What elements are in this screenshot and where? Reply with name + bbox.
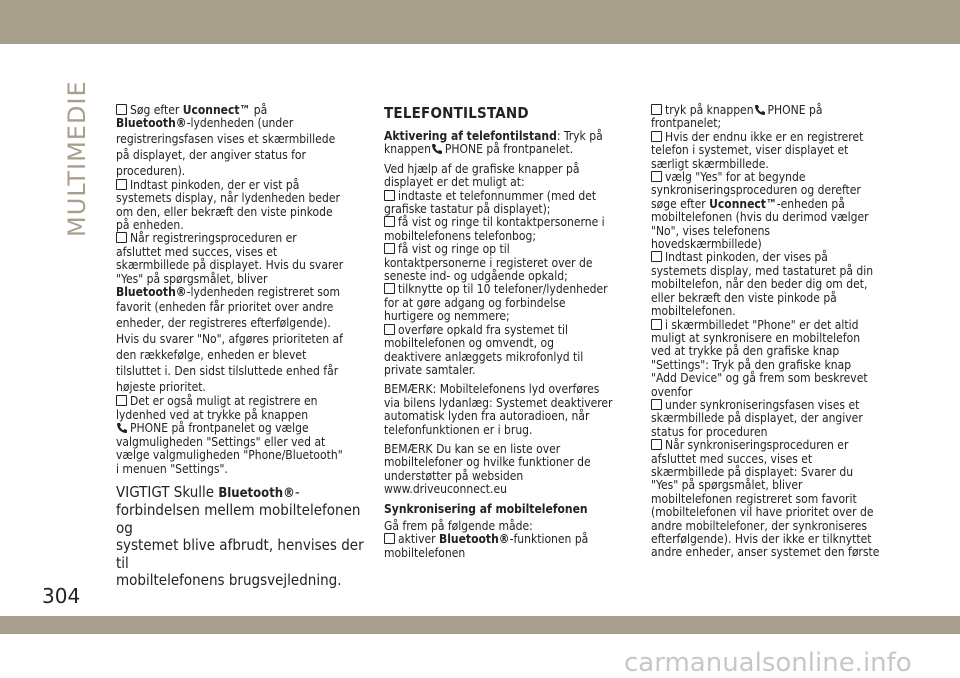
important-note: VIGTIGT Skulle Bluetooth®- forbindelsen mellem mobiltelefonen og systemet blive afbrudt, henvises der til mobiltelefonens brugsvejledning.: [116, 482, 364, 590]
column-right: tryk på knappen PHONE på frontpanelet; Hvis der endnu ikke er en registreret telefon i systemet, viser displayet et særligt skærmbillede. vælg "Yes" for at begynde synkroniseringsproceduren og derefter søge efter Uconnect™-enheden på mobiltelefonen (hvis du derimod vælger "No", vises telefonens hovedskærmbillede) Indtast pinkoden, der vises på systemets display, med tastaturet på din mobiltelefon, når den beder dig om det, eller bekræft den viste pinkode på mobiltelefonen. i skærmbilledet "Phone" er det altid muligt at synkronisere en mobiltelefon ved at trykke på den grafiske knap "Settings": Tryk på den grafiske knap "Add Device" og gå frem som beskrevet ovenfor under synkroniseringsfasen vises et skærmbillede på displayet, der angiver status for proceduren Når synkroniseringsproceduren er afsluttet med succes, vises et skærmbillede på displayet: Svarer du "Yes" på spørgsmålet, bliver mobiltelefonen registreret som favorit (mobiltelefonen vil have prioritet over de andre mobiltelefoner, der synkroniseres efterfølgende). Hvis der ikke er tilknyttet andre enheder, anser systemet den første: [651, 104, 913, 560]
list-item: aktiver Bluetooth®-funktionen på: [384, 533, 642, 546]
column-middle: TELEFONTILSTAND Aktivering af telefontilstand: Tryk på knappen PHONE på frontpanelet. Ved hjælp af de grafiske knapper på displayet er det muligt at: indtaste et telefonnummer (med det grafiske tastatur på displayet); få vist og ringe til kontaktpersonerne i mobiltelefonens telefonbog; få vist og ringe op til kontaktpersonerne i registeret over de seneste ind- og udgående opkald; tilknytte op til 10 telefoner/lydenheder for at gøre adgang og forbindelse hurtigere og nemmere; overføre opkald fra systemet til mobiltelefonen og omvendt, og deaktivere anlæggets mikrofonlyd til private samtaler. BEMÆRK: Mobiltelefonens lyd overføres via bilens lydanlæg: Systemet deaktiverer automatisk lyden fra autoradioen, når telefonfunktionen er i brug. BEMÆRK Du kan se en liste over mobiltelefoner og hvilke funktioner de understøtter på websiden www.driveuconnect.eu Synkronisering af mobiltelefonen Gå frem på følgende måde: aktiver Bluetooth®-funktionen på mobiltelefonen: [384, 104, 642, 560]
phone-icon: [431, 143, 443, 155]
checkbox-bullet-icon: [651, 171, 662, 182]
checkbox-bullet-icon: [651, 251, 662, 262]
checkbox-bullet-icon: [651, 399, 662, 410]
phone-icon: [116, 422, 128, 434]
list-item: få vist og ringe op til: [384, 243, 642, 256]
section-sidebar: [60, 80, 94, 240]
list-item: Når synkroniseringsproceduren er: [651, 439, 913, 452]
watermark: carmanualsonline.info: [624, 648, 912, 678]
list-item: tryk på knappen PHONE på: [651, 104, 913, 117]
phone-icon: [754, 104, 766, 116]
checkbox-bullet-icon: [384, 216, 395, 227]
list-item: Det er også muligt at registrere en: [116, 395, 374, 408]
column-left: Søg efter Uconnect™ på Bluetooth®-lydenheden (under registreringsfasen vises et skærmbillede på displayet, der angiver status for proceduren). Indtast pinkoden, der er vist på systemets display, når lydenheden beder om den, eller bekræft den viste pinkode på enheden. Når registreringsproceduren er afsluttet med succes, vises et skærmbillede på displayet. Hvis du svarer "Yes" på spørgsmålet, bliver Bluetooth®-lydenheden registreret som favorit (enheden får prioritet over andre enheder, der registreres efterfølgende). Hvis du svarer "No", afgøres prioriteten af den rækkefølge, enheden er blevet tilsluttet i. Den sidst tilsluttede enhed får højeste prioritet. Det er også muligt at registrere en lydenhed ved at trykke på knappen PHONE på frontpanelet og vælge valgmuligheden "Settings" eller ved at vælge valgmuligheden "Phone/Bluetooth" i menuen "Settings". VIGTIGT Skulle Bluetooth®- forbindelsen mellem mobiltelefonen og systemet blive afbrudt, henvises der til mobiltelefonens brugsvejledning.: [116, 104, 374, 590]
checkbox-bullet-icon: [384, 283, 395, 294]
checkbox-bullet-icon: [651, 319, 662, 330]
list-item: Når registreringsproceduren er: [116, 232, 374, 245]
page-number: 304: [42, 584, 81, 608]
list-item: i skærmbilledet "Phone" er det altid: [651, 319, 913, 332]
checkbox-bullet-icon: [651, 131, 662, 142]
checkbox-bullet-icon: [384, 243, 395, 254]
checkbox-bullet-icon: [116, 104, 127, 115]
list-item: Indtast pinkoden, der er vist på: [116, 179, 374, 192]
subsection-heading: Synkronisering af mobiltelefonen: [384, 501, 588, 516]
list-item: vælg "Yes" for at begynde: [651, 171, 913, 184]
section-label: MULTIMEDIE: [63, 80, 91, 237]
checkbox-bullet-icon: [116, 395, 127, 406]
checkbox-bullet-icon: [116, 232, 127, 243]
list-item: Indtast pinkoden, der vises på: [651, 251, 913, 264]
list-item: under synkroniseringsfasen vises et: [651, 399, 913, 412]
checkbox-bullet-icon: [116, 179, 127, 190]
list-item: tilknytte op til 10 telefoner/lydenheder: [384, 283, 642, 296]
footer-band: [0, 616, 960, 634]
list-item: overføre opkald fra systemet til: [384, 324, 642, 337]
list-item: Hvis der endnu ikke er en registreret: [651, 131, 913, 144]
checkbox-bullet-icon: [384, 533, 395, 544]
activation-label: Aktivering af telefontilstand: [384, 129, 557, 143]
checkbox-bullet-icon: [651, 439, 662, 450]
checkbox-bullet-icon: [384, 324, 395, 335]
checkbox-bullet-icon: [651, 104, 662, 115]
list-item: Søg efter Uconnect™ på: [116, 104, 374, 117]
checkbox-bullet-icon: [384, 190, 395, 201]
section-heading: TELEFONTILSTAND: [384, 104, 529, 122]
list-item: få vist og ringe til kontaktpersonerne i: [384, 216, 642, 229]
header-band: [0, 0, 960, 44]
list-item: indtaste et telefonnummer (med det: [384, 190, 642, 203]
